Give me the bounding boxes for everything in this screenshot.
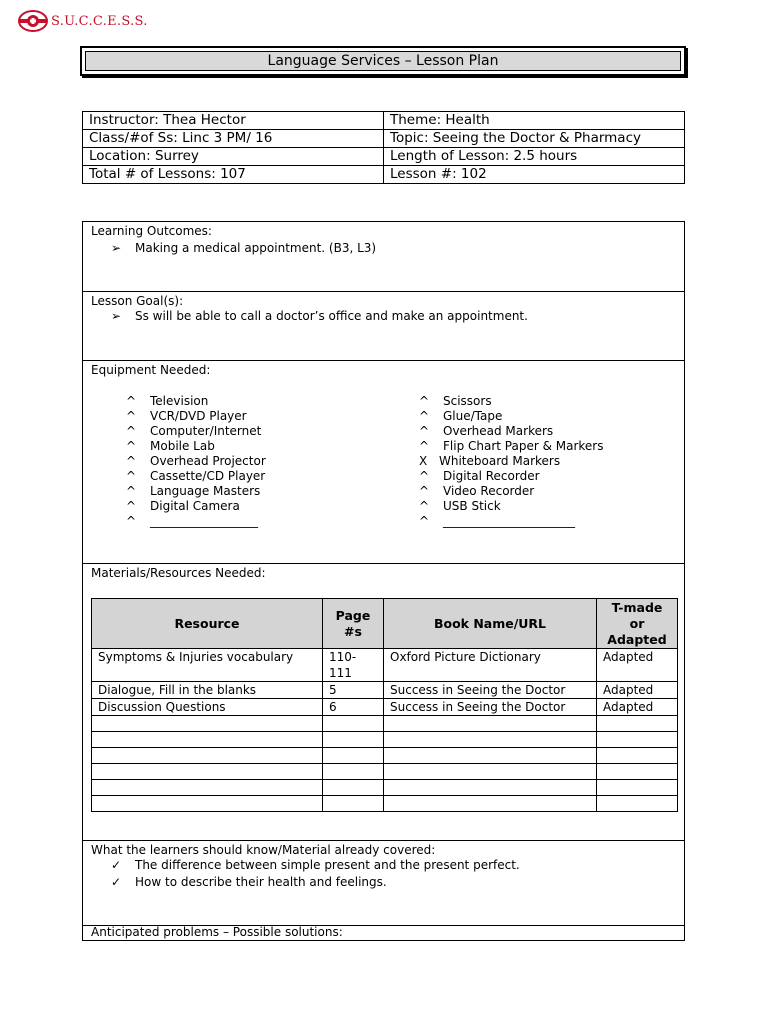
page-title: Language Services – Lesson Plan — [85, 51, 681, 71]
learning-outcomes-label: Learning Outcomes: — [91, 224, 212, 238]
col-pages: Page #s — [323, 599, 384, 649]
table-row — [92, 732, 678, 748]
table-row — [92, 796, 678, 812]
list-item: ➢ Ss will be able to call a doctor’s office and make an appointment. — [111, 309, 528, 323]
success-logo — [18, 8, 148, 34]
list-item: ^ Mobile Lab — [126, 439, 215, 453]
list-item: ^ Glue/Tape — [419, 409, 503, 423]
success-logo-icon — [18, 10, 48, 32]
list-item: ^ Digital Recorder — [419, 469, 540, 483]
list-item: ^ Video Recorder — [419, 484, 535, 498]
table-row: Discussion Questions 6 Success in Seeing the Doctor Adapted — [92, 699, 678, 716]
list-item: ^ Overhead Markers — [419, 424, 554, 438]
table-row — [92, 764, 678, 780]
resources-header-row — [92, 599, 678, 649]
info-class: Class/#of Ss: Linc 3 PM/ 16 — [83, 130, 384, 148]
list-item: ^ ______________________ — [419, 514, 575, 528]
table-row — [92, 780, 678, 796]
info-location: Location: Surrey — [83, 148, 384, 166]
anticipated-problems-label: Anticipated problems – Possible solutions: — [91, 925, 343, 939]
lesson-goals-section — [83, 292, 684, 361]
resources-table — [91, 598, 678, 812]
arrow-bullet-icon: ➢ — [111, 309, 122, 323]
info-theme: Theme: Health — [384, 112, 685, 130]
info-total-lessons: Total # of Lessons: 107 — [83, 166, 384, 184]
info-lesson-number: Lesson #: 102 — [384, 166, 685, 184]
list-item: ✓ How to describe their health and feelings. — [111, 875, 387, 889]
list-item: ^ Digital Camera — [126, 499, 240, 513]
prior-knowledge-section — [83, 841, 684, 926]
list-item: X Whiteboard Markers — [419, 454, 561, 468]
list-item: ^ Television — [126, 394, 209, 408]
list-item: ^ Cassette/CD Player — [126, 469, 266, 483]
materials-label: Materials/Resources Needed: — [91, 566, 266, 580]
list-item: ✓ The difference between simple present and the present perfect. — [111, 858, 520, 872]
col-book: Book Name/URL — [384, 599, 597, 649]
table-row: Dialogue, Fill in the blanks 5 Success in Seeing the Doctor Adapted — [92, 682, 678, 699]
checkmark-icon: ✓ — [111, 875, 122, 889]
list-item: ^ Language Masters — [126, 484, 261, 498]
info-row — [83, 112, 685, 130]
list-item: ^ VCR/DVD Player — [126, 409, 247, 423]
list-item: ^ __________________ — [126, 514, 258, 528]
lesson-plan-body — [82, 221, 685, 941]
table-row — [92, 716, 678, 732]
col-tmade: T-made or Adapted — [597, 599, 678, 649]
list-item: ^ Computer/Internet — [126, 424, 262, 438]
info-instructor: Instructor: Thea Hector — [83, 112, 384, 130]
checkmark-icon: ✓ — [111, 858, 122, 872]
prior-knowledge-label: What the learners should know/Material already covered: — [91, 843, 436, 857]
lesson-goals-label: Lesson Goal(s): — [91, 294, 184, 308]
equipment-list-right — [419, 394, 604, 529]
info-topic: Topic: Seeing the Doctor & Pharmacy — [384, 130, 685, 148]
col-resource: Resource — [92, 599, 323, 649]
list-item: ^ Flip Chart Paper & Markers — [419, 439, 604, 453]
list-item: ^ USB Stick — [419, 499, 501, 513]
table-row — [92, 748, 678, 764]
info-length: Length of Lesson: 2.5 hours — [384, 148, 685, 166]
anticipated-problems-section — [83, 926, 684, 940]
table-row: Symptoms & Injuries vocabulary 110-111 Oxford Picture Dictionary Adapted — [92, 649, 678, 682]
learning-outcomes-section — [83, 222, 684, 292]
info-row — [83, 148, 685, 166]
equipment-list-left — [126, 394, 266, 529]
lesson-info-table — [82, 111, 685, 184]
arrow-bullet-icon: ➢ — [111, 241, 122, 255]
list-item: ^ Overhead Projector — [126, 454, 266, 468]
logo-text: S.U.C.C.E.S.S. — [51, 13, 148, 29]
list-item: ^ Scissors — [419, 394, 492, 408]
title-box — [80, 46, 686, 76]
info-row — [83, 166, 685, 184]
equipment-label: Equipment Needed: — [91, 363, 211, 377]
info-row — [83, 130, 685, 148]
list-item: ➢ Making a medical appointment. (B3, L3) — [111, 241, 377, 255]
